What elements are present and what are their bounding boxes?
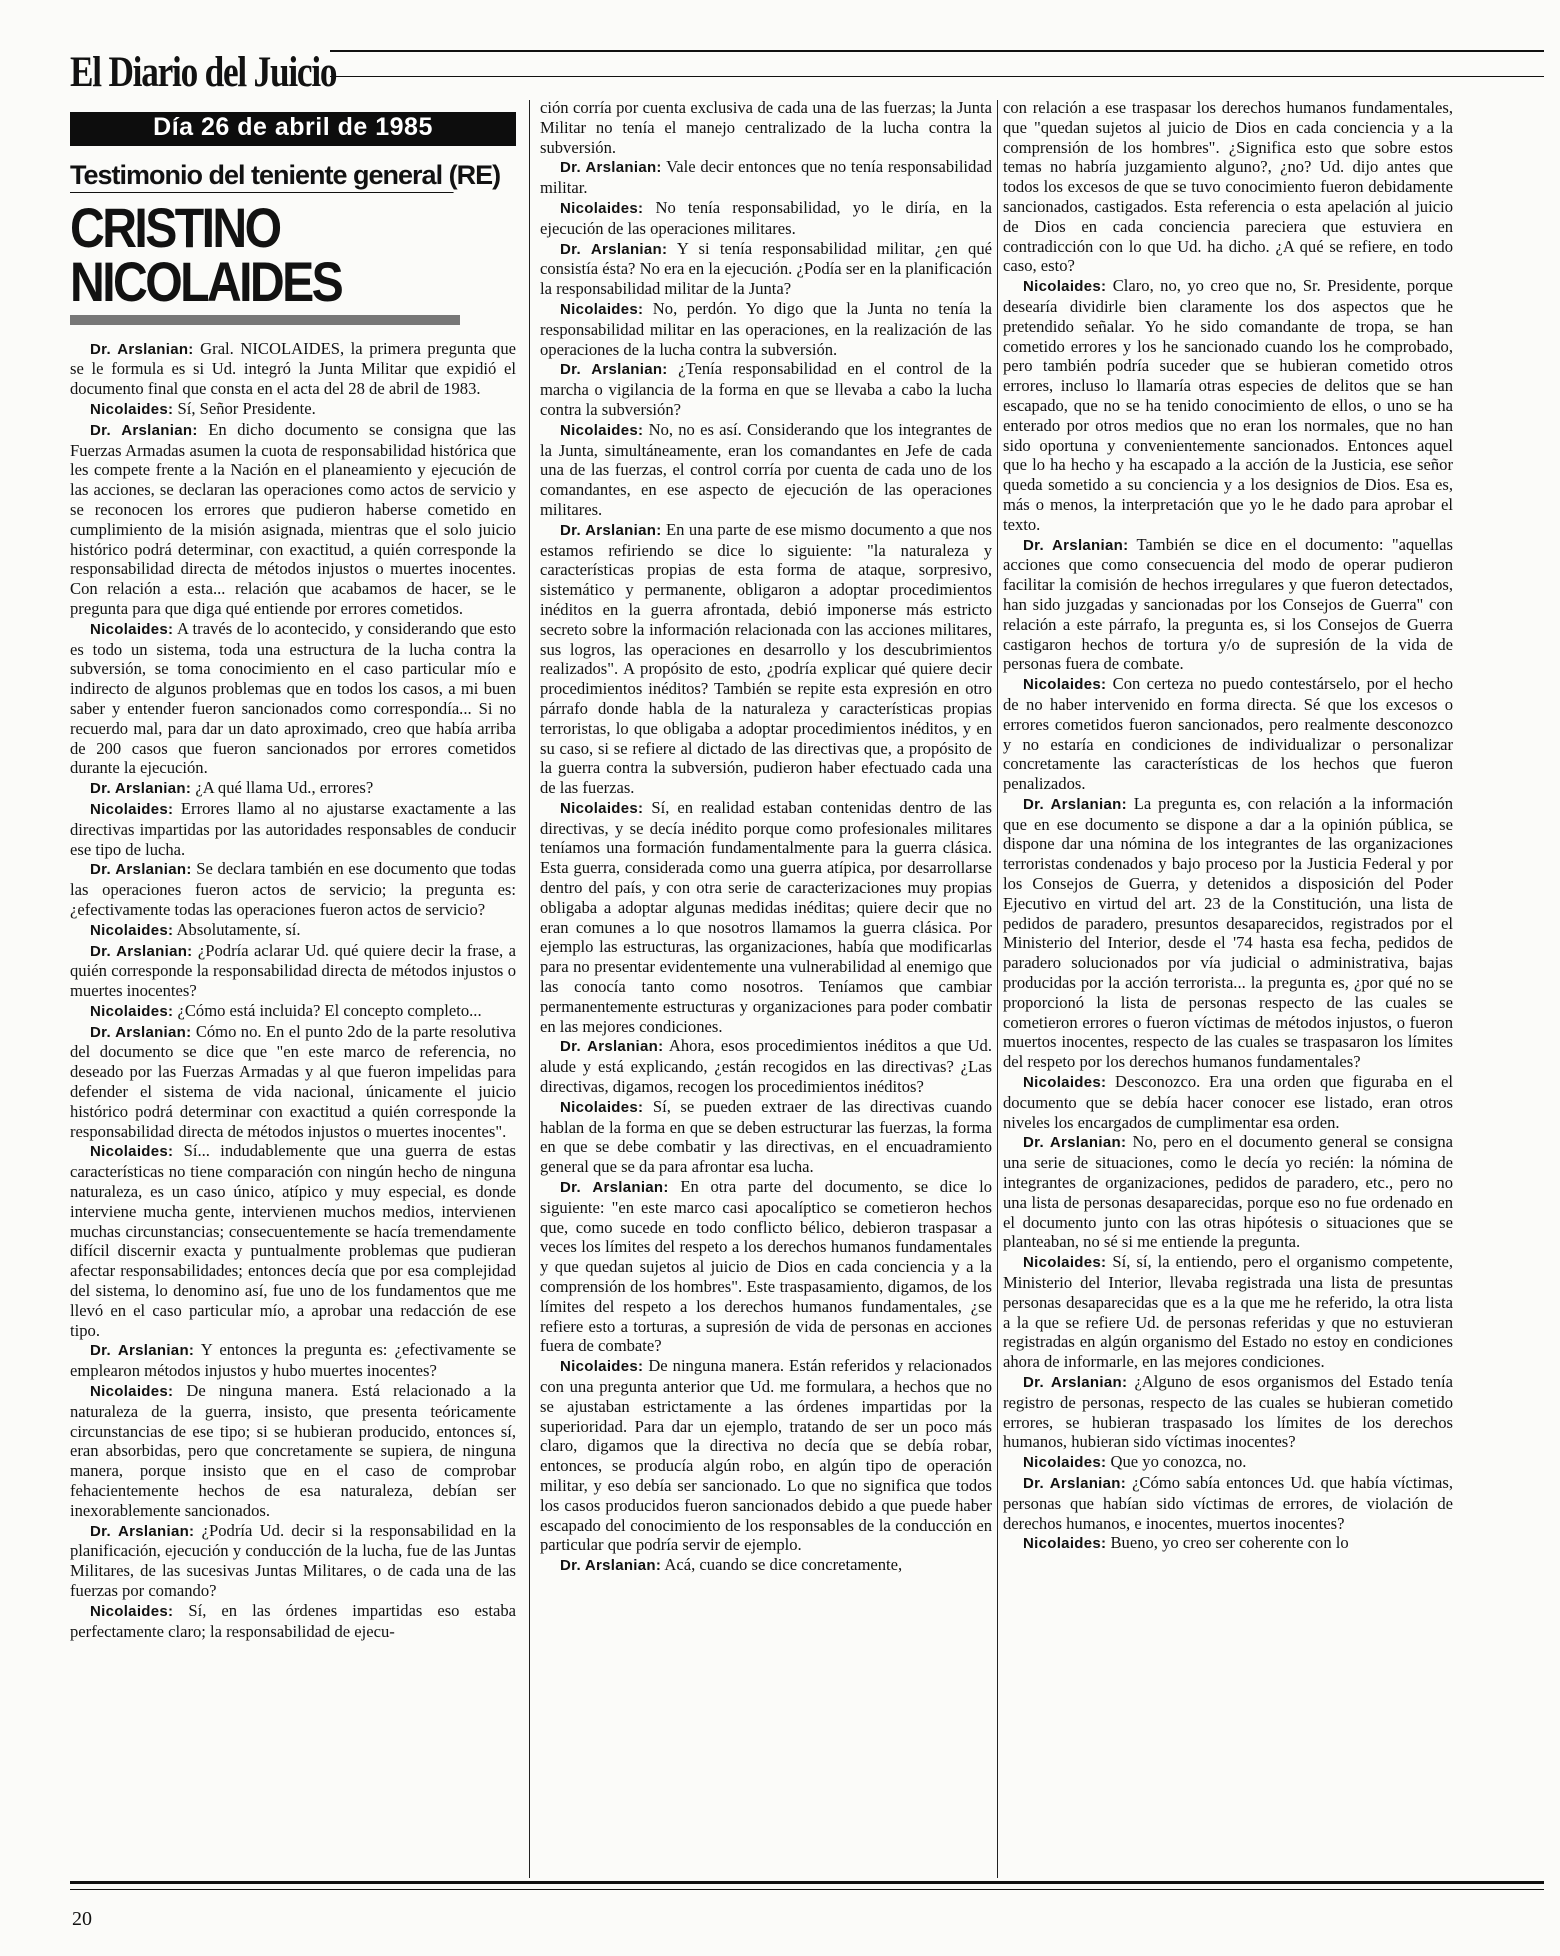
date-banner: Día 26 de abril de 1985 [70,112,516,146]
speaker-label: Dr. Arslanian: [90,861,192,879]
speaker-label: Dr. Arslanian: [560,1179,669,1197]
paragraph-text: Acá, cuando se dice concretamente, [661,1555,903,1575]
paragraph [540,520,992,798]
paragraph-text: Se declara también en ese documento que todas las operaciones fueron actos de servicio; la pregunta es: ¿efectivamente todas las operaciones fueron actos de servicio? [70,859,516,919]
masthead-rule [330,50,1544,52]
paragraph [70,1381,516,1521]
paragraph [70,1001,516,1022]
speaker-label: Nicolaides: [560,1358,644,1376]
column-3 [1003,98,1453,1884]
paragraph [1003,276,1453,534]
masthead-rule-thin [330,76,1544,77]
page-number: 20 [72,1908,92,1930]
paragraph [70,778,516,799]
paragraph-text: Sí, en realidad estaban contenidas dentro de las directivas, y se decía inédito porque como profesionales militares teníamos una formación fundamentalmente para la guerra clásica. Esta guerra, considerada como una guerra atípica, por desarrollarse dentro del país, y con otra serie de caracterizaciones muy propias obligaba a adoptar algunas medidas inéditas; quiere decir que no eran comunes a lo que nosotros llamamos la guerra clásica. Por ejemplo las estructuras, las organizaciones, había que modificarlas para no presentar evidentemente una vulnerabilidad al enemigo que las conocía tanto como nosotros. Teníamos que cambiar permanentemente estructuras y organizaciones para poder combatir en las mejores condiciones. [540,797,992,1036]
speaker-label: Dr. Arslanian: [1023,536,1129,554]
paragraph [70,1601,516,1642]
speaker-label: Nicolaides: [90,1383,174,1401]
paragraph [540,157,992,198]
paragraph [70,799,516,859]
paragraph-text: Gral. NICOLAIDES, la primera pregunta que se le formula es si Ud. integró la Junta Militar que expidió el documento final que consta en el acta del 28 de abril de 1983. [70,338,516,399]
paragraph-text: ¿Podría Ud. decir si la responsabilidad en la planificación, ejecución y conducción de la lucha, fue de las Juntas Militares, de las sucesivas Juntas Militares, o de cada una de las fuerzas por comando? [70,1520,516,1600]
paragraph-text: A través de lo acontecido, y considerando que esto es todo un sistema, toda una estructura de la lucha contra la subversión, se toma conocimiento en el caso particular mío e indirecto de algunos problemas que en todos los casos, a mi buen saber y entender fueron sancionados como correspondía... Si no recuerdo mal, para dar un dato aproximado, creo que había arriba de 200 casos que fueron sancionados por errores cometidos durante la ejecución. [70,618,516,778]
paragraph [540,1036,992,1096]
column-3-body [1003,98,1453,1554]
paragraph-text: Bueno, yo creo ser coherente con lo [1106,1533,1349,1553]
paragraph [540,98,992,157]
paragraph [540,1356,992,1555]
paragraph-text: Sí, sí, la entiendo, pero el organismo competente, Ministerio del Interior, llevaba registrada una lista de presuntas personas desaparecidas que es a la que me he referido, la otra lista a la que se refiere Ud. de personas referidas y que no estuvieran registradas en algún organismo del Estado no estoy en condiciones ahora de informarle, en las mejores condiciones. [1003,1252,1453,1372]
speaker-label: Nicolaides: [90,800,174,818]
column-2-body [540,98,992,1576]
paragraph-text: Ahora, esos procedimientos inéditos a que Ud. alude y está explicando, ¿están recogidos en las directivas? ¿Las directivas, digamos, recogen los procedimientos inéditos? [540,1036,992,1097]
paragraph [70,920,516,941]
paragraph [70,619,516,778]
speaker-label: Dr. Arslanian: [1023,795,1127,813]
paragraph [540,1097,992,1177]
paragraph-text: Y entonces la pregunta es: ¿efectivamente se emplearon métodos injustos y hubo muertes inocentes? [70,1340,516,1381]
column-1-body [70,339,516,1642]
speaker-label: Dr. Arslanian: [560,361,668,379]
speaker-label: Nicolaides: [560,300,644,318]
paragraph [540,198,992,239]
paragraph-text: con relación a ese traspasar los derechos humanos fundamentales, que "quedan sujetos al juicio de Dios en cada conciencia y a la comprensión de los hombres". ¿Significa esto que sobre estos temas no habría juzgamiento alguno?, ¿no? Ud. dijo antes que todos los excesos de que se tuvo conocimiento fueron debidamente sancionados, castigados. Esta referencia o esta apelación al juicio de Dios en cada conciencia pareciera que estuviera en contradicción con lo que Ud. ha dicho. ¿A qué se refiere, en todo caso, esto? [1003,98,1453,276]
speaker-label: Nicolaides: [90,620,174,638]
paragraph-text: De ninguna manera. Está relacionado a la naturaleza de la guerra, insisto, que presenta teóricamente circunstancias de ese tipo; si se hubieran producido, entonces sí, eran absorbidas, pero que concretamente se supiera, de ninguna manera, porque insisto que en el caso de comprobar fehacientemente hechos de esa naturaleza, debían ser inexorablemente sancionados. [70,1381,516,1520]
speaker-label: Nicolaides: [90,1002,174,1020]
paragraph [1003,674,1453,794]
paragraph-text: Sí, se pueden extraer de las directivas cuando hablan de la forma en que se deben estructurar las fuerzas, la forma en que se debe combatir y las directivas, en el encuadramiento general que se da para afrontar esa lucha. [540,1096,992,1177]
paragraph-text: No tenía responsabilidad, yo le diría, en la ejecución de las operaciones militares. [540,197,992,238]
paragraph [540,239,992,299]
paragraph-text: Sí, en las órdenes impartidas eso estaba perfectamente claro; la responsabilidad de ejecu- [70,1600,516,1641]
speaker-label: Nicolaides: [90,400,174,418]
paragraph [1003,1533,1453,1554]
paragraph [1003,1072,1453,1132]
paragraph [70,420,516,619]
footer-rule-thin [70,1889,1544,1890]
paragraph [540,1555,992,1576]
speaker-label: Dr. Arslanian: [90,1023,192,1041]
article-kicker: Testimonio del teniente general (RE) [70,159,501,190]
paragraph-text: Desconozco. Era una orden que figuraba en el documento que se debía hacer conocer ese listado, eran otros niveles los encargados de cumplimentar esa orden. [1003,1072,1453,1132]
paragraph [540,299,992,359]
paragraph [1003,535,1453,675]
article-headline: CRISTINO NICOLAIDES [70,192,454,309]
speaker-label: Dr. Arslanian: [90,780,192,798]
speaker-label: Nicolaides: [560,199,644,217]
paragraph-text: En una parte de ese mismo documento a que nos estamos refiriendo se dice lo siguiente: "la naturaleza y características propias de esta forma de ataque, sorpresivo, sistemático y permanente, obligaron a adoptar procedimientos inéditos en la guerra afrontada, debió imponerse más estricto secreto sobre la información relacionada con las acciones militares, sus logros, las operaciones en desarrollo y los descubrimientos realizados". A propósito de esto, ¿podría explicar qué quiere decir procedimientos inéditos? También se repite esta expresión en otro párrafo donde habla de la naturaleza y características propias terroristas, lo que obligaba a adoptar procedimientos inéditos, y en su caso, si se refiere al dictado de las directivas que, a propósito de la guerra contra la subversión, pudieron haber efectuado cada una de las fuerzas. [540,519,992,798]
speaker-label: Nicolaides: [1023,676,1107,694]
column-1 [70,112,516,1884]
speaker-label: Dr. Arslanian: [90,421,198,439]
paragraph [1003,98,1453,276]
footer-rule [70,1881,1544,1884]
paragraph [70,399,516,420]
paragraph-text: ¿Alguno de esos organismos del Estado tenía registro de personas, respecto de las cuales se hubieran cometido errores, se hubieran traspasado los límites de los derechos humanos, hubieran sido víctimas inocentes? [1003,1372,1453,1452]
paragraph-text: ¿Tenía responsabilidad en el control de la marcha o vigilancia de la forma en que se llevaba a cabo la lucha contra la subversión? [540,359,992,419]
paragraph-text: Vale decir entonces que no tenía responsabilidad militar. [540,157,992,198]
paragraph [1003,1252,1453,1372]
speaker-label: Dr. Arslanian: [560,1038,664,1056]
paragraph-text: En otra parte del documento, se dice lo siguiente: "en este marco casi apocalíptico se cometieron hechos que, como sucede en todo conflicto bélico, debieron traspasar a veces los límites del respeto a los derechos humanos fundamentales y que quedan sujetos al juicio de Dios en cada conciencia y a la comprensión de los hombres". Este traspasamiento, digamos, de los límites del respeto a los derechos humanos fundamentales, ¿se refiere esto a torturas, a supresión de vida de personas en acciones fuera de combate? [540,1177,992,1356]
speaker-label: Nicolaides: [560,421,644,439]
speaker-label: Nicolaides: [560,799,644,817]
headline-underline-bar [70,315,460,325]
column-divider [529,100,530,1878]
paragraph [70,1340,516,1381]
paragraph-text: No, pero en el documento general se consigna una serie de situaciones, como le decía yo recién: la nómina de integrantes de organizaciones, pedidos de paradero, etc., pero no una lista de personas desaparecidas, porque eso no fue ordenado en el documento junto con las otras hipótesis o situaciones que se planteaban, no sé si me entiende la pregunta. [1003,1132,1453,1252]
speaker-label: Nicolaides: [1023,1535,1107,1553]
speaker-label: Nicolaides: [1023,1074,1107,1092]
paragraph-text: No, perdón. Yo digo que la Junta no tenía la responsabilidad militar en las operaciones, en la realización de las operaciones de la lucha contra la subversión. [540,298,992,359]
paragraph [1003,794,1453,1072]
paragraph-text: Sí... indudablemente que una guerra de estas características no tiene comparación con ningún hecho de ninguna naturaleza, es un caso único, atípico y muy especial, es donde interviene mucha gente, intervienen muchos medios, intervienen muchas circunstancias; consecuentemente se hacía tremendamente difícil discernir exacta y puntualmente problemas que pudieran afectar responsabilidades; entonces decía que por esa complejidad del sistema, lo denomino así, fue uno de los fundamentos que me llevó en el caso particular mío, a aprobar una redacción de ese tipo. [70,1141,516,1340]
speaker-label: Dr. Arslanian: [1023,1374,1128,1391]
speaker-label: Dr. Arslanian: [560,521,662,539]
paragraph [540,420,992,520]
paragraph [70,1521,516,1601]
column-divider [997,100,998,1878]
paragraph-text: Absolutamente, sí. [173,919,301,939]
speaker-label: Nicolaides: [90,1602,174,1620]
paragraph [70,1022,516,1142]
speaker-label: Dr. Arslanian: [560,1557,662,1575]
speaker-label: Dr. Arslanian: [90,1522,195,1540]
speaker-label: Nicolaides: [1023,1454,1107,1472]
paragraph [70,941,516,1001]
speaker-label: Dr. Arslanian: [90,942,193,960]
paragraph-text: Que yo conozca, no. [1106,1452,1247,1472]
speaker-label: Dr. Arslanian: [560,159,662,177]
speaker-label: Nicolaides: [1023,278,1107,296]
paragraph-text: ción corría por cuenta exclusiva de cada una de las fuerzas; la Junta Militar no tenía el manejo centralizado de la lucha contra la subversión. [540,98,992,157]
paragraph-text: Claro, no, yo creo que no, Sr. Presidente, porque desearía dividirle bien claramente los dos aspectos que he pretendido señalar. Yo he sido comandante de tropa, se han cometido errores y los he sancionado cuando los he comprobado, pero también podría suceder que se hubieran cometido otros errores, incluso lo llamaría otras especies de delitos que se han escapado, que no se ha tenido conocimiento de ellos, o uno se ha enterado por otros medios que no eran los normales, que no han sido oportuna y convenientemente sancionados. Entonces aquel que lo ha hecho y ha escapado a la acción de la Justicia, ese señor queda sometido a su conciencia y a los designios de Dios. Esa es, más o menos, la interpretación que yo le he dado para aprobar el texto. [1003,276,1453,534]
speaker-label: Nicolaides: [1023,1254,1107,1272]
paragraph-text: También se dice en el documento: "aquellas acciones que como consecuencia del modo de operar pudieron facilitar la comisión de hechos irregulares y que fueron detectados, han sido juzgadas y sancionadas por los Consejos de Guerra" con relación a este párrafo, la pregunta es, si los Consejos de Guerra castigaron hechos de tortura y/o de supresión de la vida de personas fuera de combate. [1003,534,1453,674]
paragraph-text: Errores llamo al no ajustarse exactamente a las directivas impartidas por las autoridades responsables de conducir ese tipo de lucha. [70,798,516,859]
paragraph [1003,1132,1453,1252]
paragraph-text: En dicho documento se consigna que las Fuerzas Armadas asumen la cuota de responsabilidad histórica que les compete frente a la Nación en el planeamiento y ejecución de las acciones, se declaran las operaciones como actos de servicio y se reconocen los errores que pudieron haberse cometido en cumplimiento de la misión asignada, mientras que el solo juicio histórico podrá determinar, con exactitud, a quién corresponde la responsabilidad directa de métodos injustos o muertes inocentes. Con relación a esta... relación que acabamos de hacer, se le pregunta para que diga qué entiende por errores cometidos. [70,419,516,618]
column-2 [540,98,992,1884]
paragraph-text: No, no es así. Considerando que los integrantes de la Junta, simultáneamente, eran los comandantes en Jefe de cada una de las fuerzas, el control corría por cuenta de cada uno de los comandantes, en ese aspecto de ejecución de las operaciones militares. [540,419,992,519]
speaker-label: Dr. Arslanian: [90,1342,195,1360]
speaker-label: Dr. Arslanian: [560,240,668,258]
paragraph-text: ¿Cómo está incluida? El concepto completo... [173,1000,482,1020]
paragraph-text: ¿Cómo sabía entonces Ud. que había víctimas, personas que habían sido víctimas de errores, de violación de derechos humanos, e inocentes, muertos inocentes? [1003,1472,1453,1533]
paragraph-text: ¿Podría aclarar Ud. qué quiere decir la frase, a quién corresponde la responsabilidad directa de métodos injustos o muertes inocentes? [70,940,516,1001]
paragraph [540,1177,992,1356]
paragraph-text: Cómo no. En el punto 2do de la parte resolutiva del documento se dice que "en este marco de referencia, no deseado por las Fuerzas Armadas y al que fueron impelidas para defender el sistema de vida nacional, únicamente el juicio histórico podrá determinar con exactitud a quién corresponde la responsabilidad directa de métodos injustos o muertes inocentes". [70,1021,516,1141]
paragraph-text: ¿A qué llama Ud., errores? [191,778,374,798]
paragraph-text: Y si tenía responsabilidad militar, ¿en qué consistía ésta? No era en la ejecución. ¿Podía ser en la planificación la responsabilidad militar de la Junta? [540,238,992,299]
paragraph-text: De ninguna manera. Están referidos y relacionados con una pregunta anterior que Ud. me formulara, a hechos que no se ajustaban estrictamente a las órdenes impartidas por la superioridad. Para dar un ejemplo, tratando de ser un poco más claro, digamos que la directiva no decía que se debía robar, entonces, se producía algún robo, en algún tipo de operación militar, y eso debía ser sancionado. Lo que no significa que todos los casos producidos fueron sancionados debido a que puede haber escapado del conocimiento de los responsables de la conducción en particular que podría servir de ejemplo. [540,1356,992,1555]
paragraph [1003,1372,1453,1452]
speaker-label: Nicolaides: [560,1098,644,1116]
speaker-label: Dr. Arslanian: [1023,1474,1127,1492]
paragraph [540,359,992,419]
speaker-label: Dr. Arslanian: [90,340,194,358]
speaker-label: Nicolaides: [90,921,174,939]
paragraph [1003,1473,1453,1533]
paragraph-text: Sí, Señor Presidente. [173,398,316,418]
paragraph-text: Con certeza no puedo contestárselo, por el hecho de no haber intervenido en forma directa. Sé que los excesos o errores cometidos fueron sancionados, pero realmente desconozco y no estaría en condiciones de individualizar o personalizar concretamente las características de los hechos que fueron penalizados. [1003,674,1453,794]
paragraph [70,1141,516,1340]
speaker-label: Dr. Arslanian: [1023,1134,1127,1152]
paragraph [70,859,516,919]
masthead: El Diario del Juicio [70,49,337,96]
paragraph [1003,1452,1453,1473]
speaker-label: Nicolaides: [90,1143,174,1161]
paragraph-text: La pregunta es, con relación a la información que en ese documento se dispone a dar a la opinión pública, se dispone dar una nómina de los integrantes de las organizaciones terroristas condenados y bajo proceso por la Justicia Federal y por los Consejos de Guerra, y detenidos a disposición del Poder Ejecutivo en virtud del art. 23 de la Constitución, una lista de pedidos de paradero, presuntos desaparecidos, registrados por el Ministerio del Interior, desde el '74 hasta esa fecha, pedidos de paradero solucionados por vía judicial o administrativa, bajas producidas por la acción terrorista... la pregunta es, ¿por qué no se proporcionó la lista de personas respecto de las cuales se cometieron errores o fueron víctimas de métodos injustos, o fueron muertos inocentes, respecto de las cuales se traspasaron los límites del respeto por los derechos humanos fundamentales? [1003,793,1453,1072]
paragraph [540,798,992,1037]
paragraph [70,339,516,399]
